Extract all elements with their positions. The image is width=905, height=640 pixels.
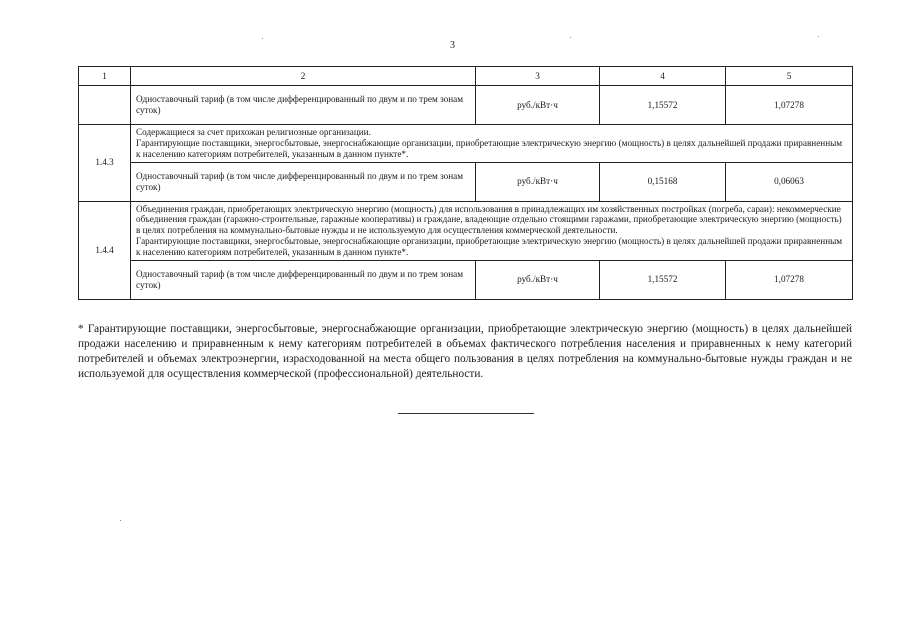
unit-cell: руб./кВт·ч <box>476 260 600 299</box>
scan-speck <box>120 520 121 521</box>
section-description-row <box>79 125 853 163</box>
unit-cell: руб./кВт·ч <box>476 162 600 201</box>
value-col4: 1,15572 <box>600 86 726 125</box>
page-number: 3 <box>450 40 455 51</box>
value-col5: 1,07278 <box>726 86 853 125</box>
code-cell <box>79 86 131 125</box>
table-row <box>79 162 853 201</box>
table-row <box>79 86 853 125</box>
tariff-label: Одноставочный тариф (в том числе дифференцированный по двум и по трем зонам суток) <box>131 86 476 125</box>
header-cell: 4 <box>600 67 726 86</box>
value-col4: 0,15168 <box>600 162 726 201</box>
scan-speck <box>570 37 571 38</box>
table-header-row <box>79 67 853 86</box>
scan-speck <box>262 38 263 39</box>
separator-line <box>398 413 534 414</box>
section-description: Содержащиеся за счет прихожан религиозные организации. Гарантирующие поставщики, энергосбытовые, энергоснабжающие организации, приобретающие электрическую энергию (мощность) в целях дальнейшей продажи приравненным к населению категориям потребителей, указанным в данном пункте*. <box>131 125 853 163</box>
scan-speck <box>818 36 819 37</box>
header-cell: 1 <box>79 67 131 86</box>
section-description: Объединения граждан, приобретающих электрическую энергию (мощность) для использования в принадлежащих им хозяйственных постройках (погреба, сараи): некоммерческие объединения граждан (гаражно-строительные, гаражные кооперативы) и граждане, владеющие отдельно стоящими гаражами, приобретающие электрическую энергию (мощность) в целях потребления на коммунально-бытовые нужды и не используемую для осуществления коммерческой деятельности. Гарантирующие поставщики, энергосбытовые, энергоснабжающие организации, приобретающие электрическую энергию (мощность) в целях дальнейшей продажи приравненным к населению категориям потребителей, указанным в данном пункте*. <box>131 201 853 260</box>
header-cell: 3 <box>476 67 600 86</box>
tariff-label: Одноставочный тариф (в том числе дифференцированный по двум и по трем зонам суток) <box>131 162 476 201</box>
value-col4: 1,15572 <box>600 260 726 299</box>
unit-cell: руб./кВт·ч <box>476 86 600 125</box>
tariff-table <box>78 66 853 300</box>
footnote: * Гарантирующие поставщики, энергосбытовые, энергоснабжающие организации, приобретающие электрическую энергию (мощность) в целях дальнейшей продажи населению и приравненным к нему категориям потребителей в объемах фактического потребления населения и приравненных к нему категорий потребителей и объемах электроэнергии, израсходованной на места общего пользования в целях потребления на коммунально-бытовые нужды граждан и не используемой для осуществления коммерческой (профессиональной) деятельности. <box>78 323 852 380</box>
header-cell: 5 <box>726 67 853 86</box>
section-code: 1.4.3 <box>79 125 131 202</box>
tariff-label: Одноставочный тариф (в том числе дифференцированный по двум и по трем зонам суток) <box>131 260 476 299</box>
table-row <box>79 260 853 299</box>
section-description-row <box>79 201 853 260</box>
value-col5: 0,06063 <box>726 162 853 201</box>
value-col5: 1,07278 <box>726 260 853 299</box>
section-code: 1.4.4 <box>79 201 131 299</box>
header-cell: 2 <box>131 67 476 86</box>
